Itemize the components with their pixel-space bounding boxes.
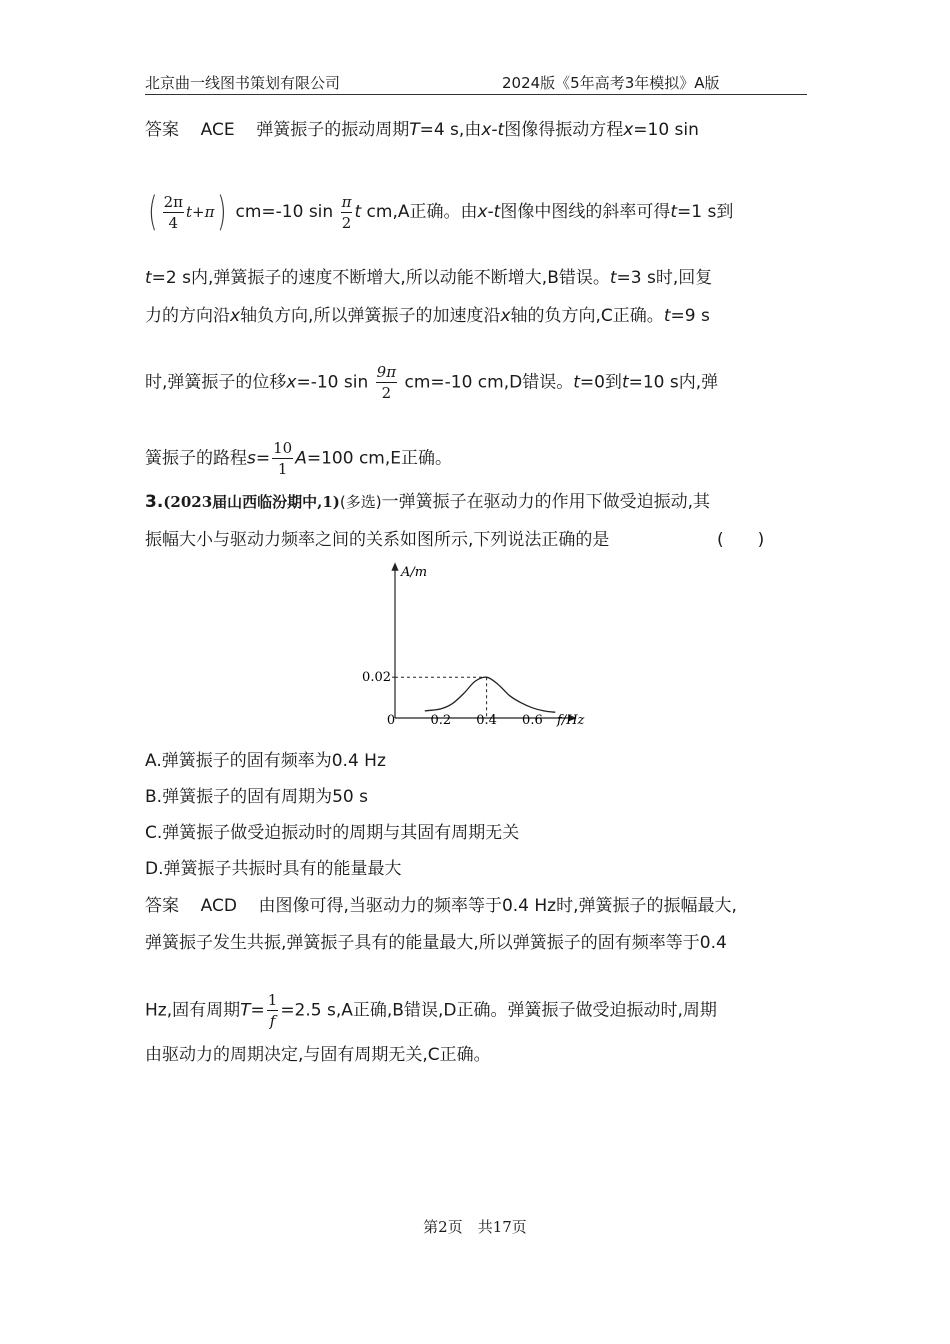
question3-line1: 3.(2023届山西临汾期中,1)(多选)一弹簧振子在驱动力的作用下做受迫振动,其 [145, 492, 711, 512]
header-book-title: 2024版《5年高考3年模拟》A版 [502, 74, 720, 92]
origin-label: 0 [386, 713, 396, 728]
x-axis-label: f/Hz [557, 713, 585, 728]
x-tick-label: 0.4 [476, 713, 497, 728]
answer2-line2: ( $\frac{2\pi}{4}$ t+π) cm=-10 sin $\frac{\pi}{2}$ t cm,A正确。由x-t图像中图线的斜率可得t=1 s到 [148, 189, 734, 235]
answer2-line6: 簧振子的路程s= $\frac{10}{1}$ A=100 cm,E正确。 [145, 439, 452, 478]
y-tick-label: 0.02 [362, 670, 391, 686]
answer2-line4: 力的方向沿x轴负方向,所以弹簧振子的加速度沿x轴的负方向,C正确。t=9 s [145, 306, 710, 326]
answer3-line4: 由驱动力的周期决定,与固有周期无关,C正确。 [145, 1045, 491, 1065]
x-tick-label: 0.6 [522, 713, 543, 728]
header-publisher: 北京曲一线图书策划有限公司 [145, 74, 341, 92]
fraction: $\frac{9\pi}{2}$ [376, 363, 397, 402]
option-b: B.弹簧振子的固有周期为50 s [145, 787, 368, 807]
answer3-line1: 答案 ACD 由图像可得,当驱动力的频率等于0.4 Hz时,弹簧振子的振幅最大, [145, 896, 737, 916]
answer2-line1: 答案 ACE 弹簧振子的振动周期T=4 s,由x-t图像得振动方程x=10 sin [145, 120, 699, 140]
option-d: D.弹簧振子共振时具有的能量最大 [145, 859, 402, 879]
option-a: A.弹簧振子的固有频率为0.4 Hz [145, 751, 386, 771]
answer3-line2: 弹簧振子发生共振,弹簧振子具有的能量最大,所以弹簧振子的固有频率等于0.4 [145, 933, 727, 953]
fraction: $\frac{1}{f}$ [267, 991, 278, 1030]
page-footer: 第2页 共17页 [423, 1218, 527, 1236]
answer2-line5: 时,弹簧振子的位移x=-10 sin $\frac{9\pi}{2}$ cm=-10 cm,D错误。t=0到t=10 s内,弹 [145, 363, 719, 402]
answer-blank: ( ) [717, 530, 765, 550]
resonance-chart [355, 558, 595, 736]
answer2-line3: t=2 s内,弹簧振子的速度不断增大,所以动能不断增大,B错误。t=3 s时,回复 [145, 268, 713, 288]
page-header [145, 70, 807, 95]
x-tick-label: 0.2 [430, 713, 452, 728]
y-axis-label: A/m [401, 565, 428, 580]
fraction: $\frac{10}{1}$ [273, 439, 293, 478]
question3-line2: 振幅大小与驱动力频率之间的关系如图所示,下列说法正确的是 ( ) [145, 530, 765, 550]
fraction: $\frac{\pi}{2}$ [341, 192, 352, 232]
option-c: C.弹簧振子做受迫振动时的周期与其固有周期无关 [145, 823, 520, 843]
answer3-line3: Hz,固有周期T= $\frac{1}{f}$ =2.5 s,A正确,B错误,D正确。弹簧振子做受迫振动时,周期 [145, 991, 717, 1030]
resonance-curve [425, 677, 556, 712]
fraction: $\frac{2\pi}{4}$ [163, 192, 184, 232]
